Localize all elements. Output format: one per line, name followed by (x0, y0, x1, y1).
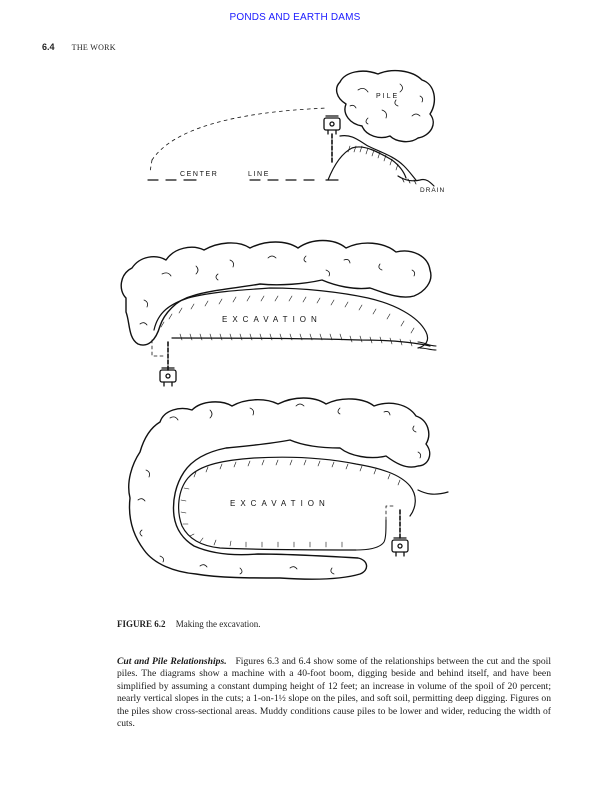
section-heading (42, 42, 116, 52)
excavation-drawing (100, 60, 480, 610)
paragraph-text: Figures 6.3 and 6.4 show some of the relationships between the cut and the spoil piles. The diagrams show a machine with a 40-foot boom, digging beside and behind itself, and have been simplified by assuming a constant dumping height of 12 feet; an increase in volume of the spoil of 20 percent; nearly vertical slopes in the cuts; a 1-on-1½ slope on the piles, and soft soil, permitting deep digging. Figures on the piles show cross-sectional areas. Muddy conditions cause piles to be lower and wider, reducing the width of cuts. (117, 656, 551, 730)
label-excavation-1: EXCAVATION (222, 315, 322, 324)
excavator-icon-2 (160, 340, 176, 386)
figure-caption (117, 619, 261, 629)
spoil-pile-2 (121, 241, 431, 346)
spoil-pile-3 (129, 398, 430, 579)
figure-excavation-diagram (100, 60, 480, 610)
panel-first-cut (148, 71, 434, 186)
running-head: PONDS AND EARTH DAMS (229, 12, 361, 23)
spoil-pile-1 (337, 71, 435, 142)
section-title: THE WORK (71, 43, 116, 52)
section-number: 6.4 (42, 42, 55, 52)
panel-full-excavation (129, 398, 448, 579)
body-paragraph (117, 656, 551, 730)
excavator-icon (324, 116, 340, 162)
label-pile: PILE (376, 93, 400, 100)
panel-second-cut (121, 241, 436, 387)
figure-caption-text: Making the excavation. (175, 619, 261, 629)
label-center: CENTER (180, 171, 219, 178)
run-in-heading: Cut and Pile Relationships. (117, 656, 227, 667)
label-line: LINE (248, 171, 270, 178)
boom-swing-arc (152, 108, 328, 160)
excavator-icon-3 (392, 508, 408, 556)
label-excavation-2: EXCAVATION (230, 499, 330, 508)
label-drain: DRAIN (420, 187, 446, 194)
figure-number: FIGURE 6.2 (117, 619, 166, 629)
